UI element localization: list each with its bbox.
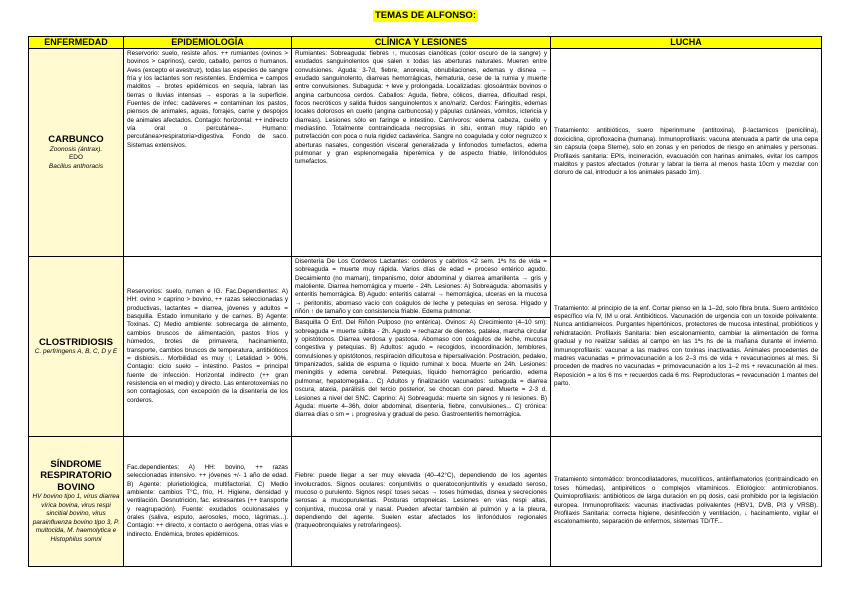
lucha-cell: Tratamiento sintomático: broncodilatadores, mucolíticos, antiinflamatorios (contraindicado en toses húmedas), antipiréticos o complejos vitamínicos. Etiológico: antimicrobianos. Quimioprofilaxis: antibióticos de larga duración en pq dosis, casi prohibido por la legislación europea. Inmunoprofilaxis: vacunas inactivadas polivalentes (HBV1, DVB, PI3 y VRSB). Profilaxis Sanitaria: correcta higiene, desinfección y ventilación, ↓ hacinamiento, vigilar el escalonamiento, separación de enfermos, sistemas TD/TF... [551,437,822,567]
header-enfermedad: ENFERMEDAD [29,37,124,49]
disease-cell [29,437,124,567]
header-lucha: LUCHA [551,37,822,49]
lucha-cell: Tratamiento: al principio de la enf. Cortar pienso en la 1–2d, solo fibra bruta. Suero antitóxico específico vía IV, IM u oral. Antibióticos. Vacunación de urgencia con un toxoide polivalente. Nunca antidiarreicos. Purgantes hipertónicos, protectores de mucosa intestinal, probióticos y rehidratación. Profilaxis Sanitaria: bien escalonamiento, cambiar la alimentación de forma gradual y no realizar salidas al campo en las 1ªs hs de la mañana durante el invierno. Inmunoprofilaxis: vacunar a las madres con toxinas inactivadas. Animales procedentes de madres vacunadas = primovacunación a los 2–3 ms de vida + revacunaciones al mes. Si proceden de madres no vacunadas = primovacunación a los 1–2 ms + revacunación al mes. Reposición = a los 6 ms + recuerdos cada 6 ms. Reproductoras = revacunación 1 mantes del parto. [551,257,822,437]
page-title: TEMAS DE ALFONSO: [375,10,476,21]
disease-table [28,36,822,567]
disease-name: CLOSTRIDIOSIS [39,336,113,348]
table-row [29,257,822,437]
title-area [0,0,848,27]
epidemiologia-cell: Reservorios: suelo, rumen e IG. Fac.Dependientes: A) HH: ovino > caprino > bovino, ++ razas seleccionadas y productivas, lactantes = diarrea, jóvenes y adultos = basquilla. Estado inmunitario y de carnes. B) Agente: Toxinas. C) Medio ambiente: sobrecarga de alimento, cambios bruscos de alimentación, pastos fríos y húmedos, brotes de primavera, hacinamiento, transporte, cambios bruscos de temperatura, antibióticos = disbiosis... Morbilidad es muy ↑; Letalidad > 90%. Contagio: ciclo suelo – intestino. Pastos = principal fuente de infección. Horizontal indirecto (++ gran resistencia en el medio) y directo. Las enterotoxemias no son contagiosas, con excepción de la disentería de los corderos. [124,257,292,437]
disease-name: CARBUNCO [48,134,104,145]
disease-cell [29,257,124,437]
disease-subtitle: EDO [68,154,84,161]
disease-agent: Bacillus anthoracis [48,162,104,170]
disease-subtitle: Zoonosis (ántrax). [49,145,103,153]
header-row [29,37,822,49]
disease-agent: C. perfringens A, B, C, D y E [34,348,118,355]
clinica-corderos: Disentería De Los Corderos Lactantes: corderos y cabritos <2 sem. 1ªs hs de vida = sobreaguda = muerte muy rápida. Varios días de edad = proceso entérico agudo. Decaimiento (no maman), timpanismo, dolor abdominal y diarrea amarillenta → gris y maloliente. Diarrea hemorrágica y muerte - 24h. Lesiones: A) Sobreaguda: abomasitis y enteritis hemorrágica. B) Agudo: enteritis catarral → hemorrágica, ulceras en la mucosa → peritonitis, abomaso vacío con coágulos de leche y petequias en serosa. Hígado y riñón ↑ de tamaño y con consistencia friable. Edema pulmonar. [292,257,550,318]
header-epidemiologia: EPIDEMIOLOGÍA [124,37,292,49]
epidemiologia-cell: Reservorio: suelo, resiste años. ++ rumiantes (ovinos > bovinos > caprinos), cerdo, caballo, perros o humanos. Aves (excepto el avestruz), todas las especies de sangre fría y los lactantes son resistentes. Endémica = campos malditos → brotes epidémicos en sequía, labran las tierras o lluvias intensas → esporas a la superficie. Fuentes de infec: cadáveres = contaminan los pastos, piensos de animales, aguas, forrajes, carne y despojos de animales afectados. Contagio: horizontal: ++ indirecto vía oral o percutánea–. Humano: percutánea>respiratoria>digestiva. Fondo de saco. Sistemas extensivos. [124,49,292,257]
disease-name: SÍNDROME RESPIRATORIO BOVINO [40,458,112,493]
table-row [29,437,822,567]
table-row [29,49,822,257]
disease-cell [29,49,124,257]
clinica-cell [292,257,551,437]
lucha-cell: Tratamiento: antibióticos, suero hiperinmune (antitoxina), β-lactamicos (penicilina), doxiciclina, ciprofloxacina (humana). Inmunoprofilaxis: vacuna atenuada a partir de una cepa sin cápsula (cepa Sterne), solo en zonas y en periodos de riesgo en animales y personas. Profilaxis sanitaria: EPIs, incineración, evacuación con harinas animales, evitar los campos malditos y pastos afectados (roturar y labrar la tierra al menos hasta 10cm y mezclar con cloruro de cal, introducir a los animales pasado 1m). [551,49,822,257]
disease-agent: HV bovino tipo 1, virus diarrea vírica bovina, virus respi sincitial bovino, virus parainfluenza bovino tipo 3, P. multocida, M. haemolytica e Histophilus somni [32,493,120,543]
clinica-basquilla: Basquilla O Enf. Del Riñón Pulposo (no entérica). Ovinos: A) Crecimiento (4–10 sm): sobreaguda = muerte súbita - 2h. Agudo = rechazar de dientes, patalea, marcha circular y opistótonos. Diarrea verdosa y pastosa. Abomaso con coágulos de leche, mucosa congestiva y petequias. B) Adultos: agudo = recogidos, incoordinación, temblores, convulsiones y opistótonos, respiración dificultosa e hipersalivación. Postración, pedaleo, timpanizados, salida de espuma o líquido ruminal x boca. Muerte en 24h. Lesiones: meningitis y edema cerebral. Petequias, líquido hemorrágico pericardio, edema pulmonar, hepatomegalia... C) Adultos y finalización vacunados: subaguda = diarrea oscura, ataxia, parálisis del tercio posterior, se chocan con pared. Muerte = 2-3 d. Lesiones a nivel del SNC. Caprino: A) Sobreaguda: muerte sin signos y ni lesiones. B) Aguda: muerte 4–36h, dolor abdominal, disentería, fiebre, convulsiones... C) crónica: diarrea días o sm = ↓ progresiva y gradual de peso. Gastroenteritis hemorrágica. [295,319,547,419]
clinica-cell: Rumiantes: Sobreaguda: fiebres ↑, mucosas cianóticas (color oscuro de la sangre) y exudados sanguinolentos que salen x todas las aberturas naturales. Mueren entre convulsiones. Aguda: 3-7d, fiebre, anorexia, obnubilaciones, edemas y disnea → exudado sanguinolento, diarreas hemorrágicas, hematuria, cese de la rumia y muerte entre convulsiones. Subaguda: + leve y prolongada. Localizadas: glosoántrax bovinos o angina carbuncosa cerdos. Caballos: Aguda, fiebre, cólicos, diarrea, dificultad respi, focos necróticos y salida fluidos sanguinolentos x ano/nariz. Cerdos: Faringitis, edemas locales dolorosos en cuello (angina carbuncosa) y pápulas cutáneas, vómitos, ictericia y diarreas). Lesiones sólo en faringe e intestino. Carnívoros: edema cabeza, cuello y mediastino. Totalmente contraindicada necropsias in situ, entran muy rápido en putrefacción con poca o nula rigidez cadavérica. Sangre no coagulada y color negruzco x aberturas nasales, congestión visceral generalizada y linfonodos tumefactos, edema pulmonar y gran esplenomegalia hiperémica y de aspecto friable, linfonódulos tumefactos. [292,49,551,257]
header-clinica: CLÍNICA Y LESIONES [292,37,551,49]
epidemiologia-cell: Fac.dependientes: A) HH: bovino, ++ razas seleccionadas intensivo. ++ jóvenes +/- 1 año de edad. B) Agente: plurietiológica, multifactorial. C) Medio ambiente: cambios T°C, frío, H. Higiene, densidad y ventilación. Desnutrición, fac. estresantes (++ transporte y reagrupación). Fuente: exudados oculonasales y orales (saliva, esputo, aerosoles, moco, lágrimas...). Contagio: ++ directo, x contacto o aerógena, otras vías e indirecto. Endémica, brotes epidémicos. [124,437,292,567]
clinica-cell: Fiebre: puede llegar a ser muy elevada (40–42°C), dependiendo de los agentes involucrados. Signos oculares: conjuntivitis o queratoconjuntivitis y exudado seroso, mucoso o purulento. Signos respi: toses secas → toses húmedas, disnea y secreciones serosas a mucopurulentas. Posturas ortopneicas. Lesiones en vías respi altas, conjuntiva, mucosa oral y nasal. Pueden afectar también al pulmón y a la pleura, dependiendo del agente. Suelen estar afectados los linfonódulos regionales (traqueobronquiales y retrofaríngeos). [292,437,551,567]
